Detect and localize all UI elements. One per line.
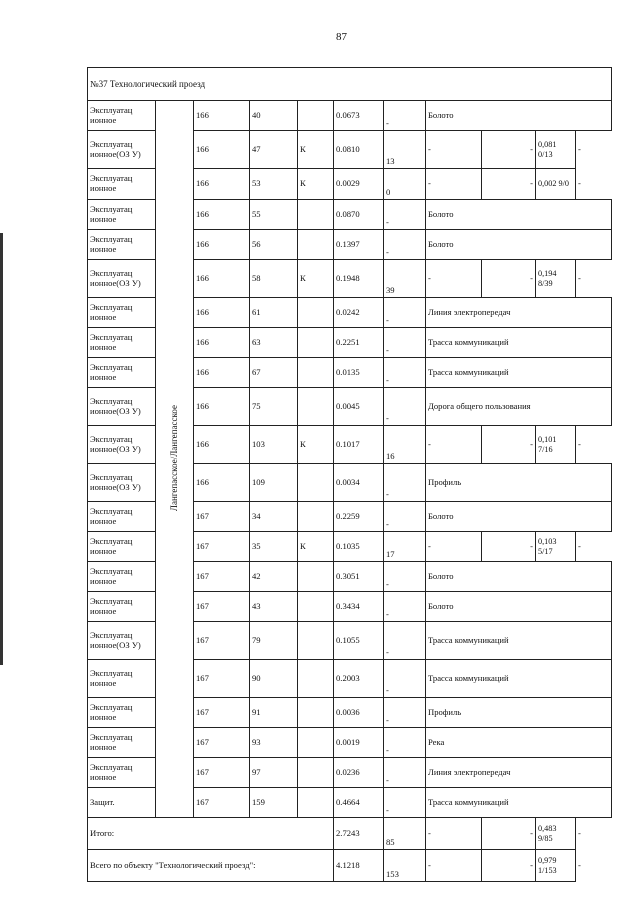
quarter-cell: 167 [194,758,250,788]
area-cell: 0.0019 [334,728,384,758]
units-cell: - [384,592,426,622]
dash-cell: - [482,850,536,882]
dash-cell: - [482,532,536,562]
usage-type-cell: Эксплуатац ионное [88,328,156,358]
plot-cell: 93 [250,728,298,758]
category-cell [298,298,334,328]
usage-type-cell: Эксплуатац ионное(ОЗ У) [88,622,156,660]
usage-type-cell: Эксплуатац ионное [88,728,156,758]
plot-cell: 63 [250,328,298,358]
dash-cell: - [482,818,536,850]
quarter-cell: 166 [194,200,250,230]
dash-cell: - [426,850,482,882]
margin-bar [0,233,3,665]
category-cell [298,388,334,426]
plot-cell: 53 [250,169,298,200]
totals-units: 153 [384,850,426,882]
quarter-cell: 166 [194,101,250,131]
usage-type-cell: Эксплуатац ионное [88,358,156,388]
totals-area: 2.7243 [334,818,384,850]
usage-type-cell: Эксплуатац ионное [88,698,156,728]
usage-type-cell: Эксплуатац ионное [88,101,156,131]
area-cell: 0.0673 [334,101,384,131]
category-cell [298,758,334,788]
category-cell: К [298,131,334,169]
category-cell [298,660,334,698]
dash-cell: - [426,532,482,562]
usage-type-cell: Эксплуатац ионное(ОЗ У) [88,131,156,169]
plot-cell: 97 [250,758,298,788]
category-cell [298,101,334,131]
quarter-cell: 166 [194,328,250,358]
dash-cell: - [426,169,482,200]
table-title: №37 Технологический проезд [88,68,612,101]
totals-label: Итого: [88,818,334,850]
plot-cell: 34 [250,502,298,532]
area-cell: 0.0135 [334,358,384,388]
units-cell: - [384,698,426,728]
quarter-cell: 167 [194,622,250,660]
area-cell: 0.0034 [334,464,384,502]
land-category-cell: Болото [426,592,612,622]
category-cell [298,502,334,532]
plot-cell: 43 [250,592,298,622]
land-category-cell: Трасса коммуникаций [426,622,612,660]
totals-row [88,818,612,850]
quarter-cell: 166 [194,260,250,298]
units-cell: - [384,328,426,358]
category-cell [298,328,334,358]
dash-cell: - [482,426,536,464]
area-cell: 0.2003 [334,660,384,698]
plot-cell: 61 [250,298,298,328]
usage-type-cell: Защит. [88,788,156,818]
area-cell: 0.1035 [334,532,384,562]
dash-cell: - [482,260,536,298]
dash-cell: - [482,131,536,169]
land-category-cell: Трасса коммуникаций [426,660,612,698]
units-cell: 17 [384,532,426,562]
units-cell: - [384,230,426,260]
units-cell: - [384,101,426,131]
plot-cell: 109 [250,464,298,502]
units-cell: - [384,660,426,698]
area-cell: 0.0242 [334,298,384,328]
area-cell: 0.2251 [334,328,384,358]
dash-cell: - [426,426,482,464]
volume-cell: 0,979 1/153 [536,850,576,882]
quarter-cell: 167 [194,502,250,532]
dash-cell: - [578,827,581,838]
plot-cell: 159 [250,788,298,818]
table-row [88,101,612,131]
units-cell: - [384,788,426,818]
land-category-cell: Болото [426,200,612,230]
totals-label: Всего по объекту "Технологический проезд": [88,850,334,882]
usage-type-cell: Эксплуатац ионное(ОЗ У) [88,426,156,464]
volume-cell: 0,002 9/0 [536,169,576,200]
quarter-cell: 167 [194,532,250,562]
units-cell: - [384,358,426,388]
land-category-cell: Дорога общего пользования [426,388,612,426]
units-cell: - [384,622,426,660]
usage-type-cell: Эксплуатац ионное [88,230,156,260]
dash-cell: - [578,438,581,449]
units-cell: 0 [384,169,426,200]
land-category-cell: Болото [426,502,612,532]
quarter-cell: 167 [194,728,250,758]
forest-plot-table [87,67,612,882]
dash-cell: - [578,540,581,551]
area-cell: 0.0036 [334,698,384,728]
plot-cell: 75 [250,388,298,426]
volume-cell: 0,101 7/16 [536,426,576,464]
area-cell: 0.3434 [334,592,384,622]
usage-type-cell: Эксплуатац ионное(ОЗ У) [88,388,156,426]
area-cell: 0.1948 [334,260,384,298]
area-cell: 0.0236 [334,758,384,788]
plot-cell: 40 [250,101,298,131]
totals-area: 4.1218 [334,850,384,882]
units-cell: - [384,502,426,532]
category-cell [298,230,334,260]
page-number: 87 [336,31,347,43]
category-cell: К [298,169,334,200]
land-category-cell: Трасса коммуникаций [426,328,612,358]
usage-type-cell: Эксплуатац ионное [88,758,156,788]
category-cell [298,728,334,758]
land-category-cell: Болото [426,230,612,260]
table-title-row [88,68,612,101]
plot-cell: 47 [250,131,298,169]
category-cell: К [298,260,334,298]
usage-type-cell: Эксплуатац ионное [88,169,156,200]
land-category-cell: Линия электропередач [426,298,612,328]
land-category-cell: Линия электропередач [426,758,612,788]
plot-cell: 58 [250,260,298,298]
volume-cell: 0,483 9/85 [536,818,576,850]
category-cell [298,200,334,230]
land-category-cell: Трасса коммуникаций [426,358,612,388]
land-category-cell: Профиль [426,464,612,502]
plot-cell: 79 [250,622,298,660]
plot-cell: 35 [250,532,298,562]
land-category-cell: Болото [426,101,612,131]
category-cell [298,698,334,728]
area-cell: 0.2259 [334,502,384,532]
volume-cell: 0,081 0/13 [536,131,576,169]
quarter-cell: 167 [194,788,250,818]
area-cell: 0.0870 [334,200,384,230]
units-cell: 16 [384,426,426,464]
units-cell: - [384,728,426,758]
quarter-cell: 166 [194,298,250,328]
area-cell: 0.1055 [334,622,384,660]
dash-cell: - [426,260,482,298]
dash-cell: - [578,143,581,154]
category-cell [298,788,334,818]
usage-type-cell: Эксплуатац ионное [88,200,156,230]
category-cell [298,464,334,502]
plot-cell: 56 [250,230,298,260]
area-cell: 0.0810 [334,131,384,169]
quarter-cell: 166 [194,388,250,426]
quarter-cell: 166 [194,464,250,502]
dash-cell: - [578,272,581,283]
dash-cell: - [426,818,482,850]
area-cell: 0.1017 [334,426,384,464]
quarter-cell: 166 [194,131,250,169]
usage-type-cell: Эксплуатац ионное(ОЗ У) [88,260,156,298]
plot-cell: 55 [250,200,298,230]
plot-cell: 103 [250,426,298,464]
category-cell [298,592,334,622]
category-cell: К [298,426,334,464]
dash-cell: - [578,859,581,870]
units-cell: - [384,200,426,230]
plot-cell: 42 [250,562,298,592]
land-category-cell: Река [426,728,612,758]
dash-cell: - [578,177,581,188]
quarter-cell: 166 [194,230,250,260]
area-cell: 0.4664 [334,788,384,818]
area-cell: 0.0045 [334,388,384,426]
quarter-cell: 167 [194,562,250,592]
plot-cell: 91 [250,698,298,728]
region-label: Лангепасское/Лангепасское [169,404,180,511]
units-cell: - [384,388,426,426]
units-cell: - [384,298,426,328]
usage-type-cell: Эксплуатац ионное(ОЗ У) [88,464,156,502]
quarter-cell: 167 [194,592,250,622]
usage-type-cell: Эксплуатац ионное [88,298,156,328]
dash-cell: - [426,131,482,169]
quarter-cell: 166 [194,426,250,464]
units-cell: - [384,758,426,788]
totals-row [88,850,612,882]
usage-type-cell: Эксплуатац ионное [88,532,156,562]
land-category-cell: Трасса коммуникаций [426,788,612,818]
quarter-cell: 166 [194,358,250,388]
land-category-cell: Болото [426,562,612,592]
plot-cell: 67 [250,358,298,388]
area-cell: 0.1397 [334,230,384,260]
plot-cell: 90 [250,660,298,698]
usage-type-cell: Эксплуатац ионное [88,502,156,532]
dash-cell: - [482,169,536,200]
land-category-cell: Профиль [426,698,612,728]
volume-cell: 0,103 5/17 [536,532,576,562]
usage-type-cell: Эксплуатац ионное [88,660,156,698]
usage-type-cell: Эксплуатац ионное [88,562,156,592]
category-cell [298,622,334,660]
category-cell [298,358,334,388]
usage-type-cell: Эксплуатац ионное [88,592,156,622]
totals-units: 85 [384,818,426,850]
category-cell [298,562,334,592]
volume-cell: 0,194 8/39 [536,260,576,298]
area-cell: 0.3051 [334,562,384,592]
units-cell: 13 [384,131,426,169]
units-cell: - [384,562,426,592]
region-cell [156,101,194,818]
area-cell: 0.0029 [334,169,384,200]
category-cell: К [298,532,334,562]
units-cell: - [384,464,426,502]
quarter-cell: 166 [194,169,250,200]
units-cell: 39 [384,260,426,298]
quarter-cell: 167 [194,660,250,698]
quarter-cell: 167 [194,698,250,728]
